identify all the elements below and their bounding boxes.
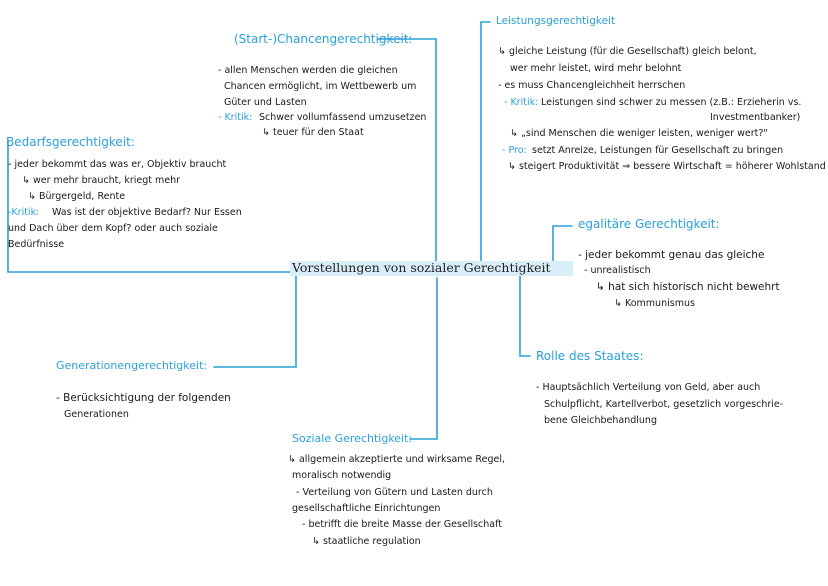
leistung-line: ↳ „sind Menschen die weniger leisten, weniger wert?": [510, 128, 768, 139]
leistung-line: wer mehr leistet, wird mehr belohnt: [510, 63, 682, 74]
chancen-line: Güter und Lasten: [224, 97, 307, 108]
egalitaer-line: - jeder bekommt genau das gleiche: [578, 249, 765, 261]
staat-line: Schulpflicht, Kartellverbot, gesetzlich vorgeschrie-: [544, 399, 784, 410]
chancen-line: Chancen ermöglicht, im Wettbewerb um: [224, 81, 417, 92]
generationen-line: Generationen: [64, 409, 129, 420]
leistung-line: Investmentbanker): [710, 112, 801, 123]
sozial-line: moralisch notwendig: [292, 470, 392, 481]
sozial-line: ↳ staatliche regulation: [312, 536, 421, 547]
bedarf-kritik-text: Was ist der objektive Bedarf? Nur Essen: [52, 207, 242, 218]
chancen-title: (Start-)Chancengerechtigkeit:: [234, 32, 413, 46]
egalitaer-line: ↳ Kommunismus: [614, 298, 695, 309]
chancen-line: ↳ teuer für den Staat: [262, 127, 364, 138]
sozial-line: - betrifft die breite Masse der Gesellschaft: [302, 519, 502, 530]
generationen-line: - Berücksichtigung der folgenden: [56, 392, 231, 404]
staat-title: Rolle des Staates:: [536, 349, 644, 363]
leistung-kritik-text: Leistungen sind schwer zu messen (z.B.: Erzieherin vs.: [541, 97, 802, 108]
chancen-kritik-text: Schwer vollumfassend umzusetzen: [259, 112, 427, 123]
staat-line: bene Gleichbehandlung: [544, 415, 657, 426]
bedarf-title: Bedarfsgerechtigkeit:: [6, 135, 135, 149]
egalitaer-title: egalitäre Gerechtigkeit:: [578, 217, 720, 231]
chancen-kritik-label: - Kritik:: [218, 112, 253, 123]
sozial-line: - Verteilung von Gütern und Lasten durch: [296, 487, 493, 498]
bedarf-line: und Dach über dem Kopf? oder auch soziale: [8, 223, 218, 234]
leistung-line: ↳ gleiche Leistung (für die Gesellschaft) gleich belont,: [498, 46, 757, 57]
leistung-line: ↳ steigert Produktivität ⇒ bessere Wirtschaft = höherer Wohlstand: [508, 161, 826, 172]
egalitaer-line: - unrealistisch: [584, 265, 651, 276]
sozial-line: ↳ allgemein akzeptierte und wirksame Regel,: [288, 454, 505, 465]
sozial-line: gesellschaftliche Einrichtungen: [292, 503, 441, 514]
leistung-pro-text: setzt Anreize, Leistungen für Gesellschaft zu bringen: [532, 145, 784, 156]
chancen-line: - allen Menschen werden die gleichen: [218, 65, 398, 76]
bedarf-line: ↳ wer mehr braucht, kriegt mehr: [22, 175, 181, 186]
leistung-title: Leistungsgerechtigkeit: [496, 15, 616, 27]
generationen-title: Generationengerechtigkeit:: [56, 359, 208, 372]
leistung-pro-label: - Pro:: [502, 145, 527, 156]
bedarf-line: - jeder bekommt das was er, Objektiv braucht: [8, 159, 227, 170]
central-topic: Vorstellungen von sozialer Gerechtigkeit: [292, 260, 551, 275]
bedarf-line: ↳ Bürgergeld, Rente: [28, 191, 126, 202]
bedarf-line: Bedürfnisse: [8, 239, 65, 250]
staat-line: - Hauptsächlich Verteilung von Geld, aber auch: [536, 382, 761, 393]
leistung-line: - es muss Chancengleichheit herrschen: [498, 80, 686, 91]
sozial-title: Soziale Gerechtigkeit:: [292, 432, 413, 445]
leistung-kritik-label: - Kritik:: [504, 97, 539, 108]
egalitaer-line: ↳ hat sich historisch nicht bewehrt: [596, 281, 780, 293]
bedarf-kritik-label: -Kritik:: [8, 207, 40, 218]
